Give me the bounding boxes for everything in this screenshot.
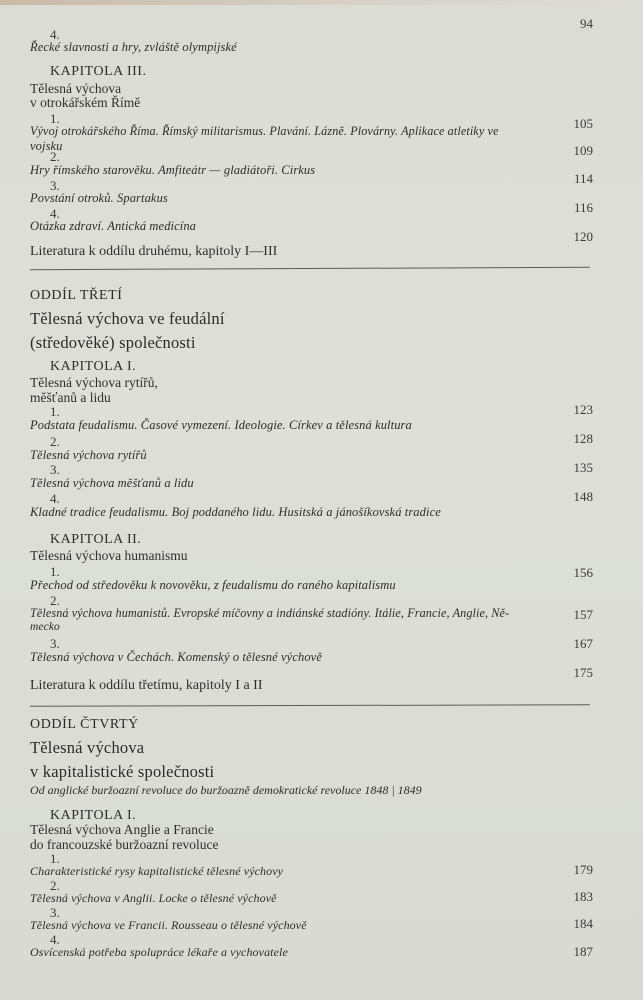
entry-page-number: 179	[573, 862, 593, 877]
entry-title-continuation: vojsku	[30, 139, 63, 153]
chapter-title-line1: Tělesná výchova humanismu	[30, 548, 188, 563]
chapter-label: KAPITOLA I.	[50, 359, 137, 374]
entry-page-number: 116	[573, 200, 593, 215]
entry-page-number: 128	[573, 431, 593, 446]
section-divider	[30, 704, 590, 706]
entry-title: Tělesná výchova humanistů. Evropské míčovny a indiánské stadióny. Itálie, Francie, Anglie, Ně-	[30, 606, 510, 620]
chapter-title-line2: měšťanů a lidu	[30, 390, 111, 405]
entry-page-number: 135	[573, 460, 593, 475]
entry-number: 2.	[50, 593, 60, 608]
entry-page-number: 109	[573, 143, 593, 158]
entry-number: 2.	[50, 434, 60, 449]
entry-title: Povstání otroků. Spartakus	[30, 191, 168, 205]
entry-page-number: 187	[573, 944, 593, 959]
literature-page-number: 120	[573, 229, 593, 244]
chapter-title-line1: Tělesná výchova	[30, 81, 122, 96]
entry-title: Podstata feudalismu. Časové vymezení. Ideologie. Církev a tělesná kultura	[30, 418, 412, 432]
entry-number: 2.	[50, 878, 60, 893]
entry-title: Tělesná výchova v Anglii. Locke o tělesné výchově	[30, 891, 277, 905]
entry-page-number: 167	[573, 636, 593, 651]
literature-entry: Literatura k oddílu třetímu, kapitoly I a II	[30, 678, 263, 693]
entry-page-number: 156	[573, 565, 593, 580]
section-label: ODDÍL TŘETÍ	[30, 288, 123, 303]
literature-entry: Literatura k oddílu druhému, kapitoly I—III	[30, 244, 278, 259]
chapter-title-line2: do francouzské buržoazní revoluce	[30, 837, 219, 852]
entry-number: 4.	[50, 27, 60, 42]
chapter-label: KAPITOLA II.	[50, 532, 142, 547]
literature-page-number: 175	[573, 665, 593, 680]
entry-title: Charakteristické rysy kapitalistické tělesné výchovy	[30, 864, 284, 878]
entry-page-number: 183	[573, 889, 593, 904]
entry-number: 3.	[50, 636, 60, 651]
entry-page-number: 157	[573, 607, 593, 622]
section-subtitle: Od anglické buržoazní revoluce do buržoazně demokratické revoluce 1848 | 1849	[30, 783, 422, 797]
entry-number: 1.	[50, 111, 60, 126]
entry-number: 1.	[50, 851, 60, 866]
entry-page-number: 94	[580, 16, 593, 31]
entry-title: Vývoj otrokářského Říma. Římský militarismus. Plavání. Lázně. Plovárny. Aplikace atletiky ve	[30, 124, 499, 138]
entry-page-number: 148	[573, 489, 593, 504]
chapter-title-line2: v otrokářském Římě	[30, 95, 141, 110]
section-title-line1: Tělesná výchova ve feudální	[30, 309, 225, 328]
entry-title: Tělesná výchova rytířů	[30, 448, 147, 462]
entry-number: 2.	[50, 149, 60, 164]
entry-number: 3.	[50, 905, 60, 920]
section-title-line1: Tělesná výchova	[30, 738, 145, 757]
entry-title: Přechod od středověku k novověku, z feudalismu do raného kapitalismu	[30, 578, 396, 592]
entry-title: Otázka zdraví. Antická medicína	[30, 219, 197, 233]
entry-title: Řecké slavnosti a hry, zvláště olympijské	[30, 40, 237, 54]
chapter-label: KAPITOLA I.	[50, 808, 137, 823]
entry-title: Osvícenská potřeba spolupráce lékaře a vychovatele	[30, 945, 288, 959]
section-divider	[30, 267, 590, 270]
entry-title: Tělesná výchova měšťanů a lidu	[30, 476, 194, 490]
entry-page-number: 105	[573, 116, 593, 131]
entry-title: Tělesná výchova v Čechách. Komenský o tělesné výchově	[30, 650, 322, 664]
entry-number: 3.	[50, 462, 60, 477]
entry-number: 1.	[50, 404, 60, 419]
chapter-title-line1: Tělesná výchova Anglie a Francie	[30, 822, 214, 837]
entry-title: Kladné tradice feudalismu. Boj poddaného lidu. Husitská a jánošíkovská tradice	[30, 505, 441, 519]
chapter-title-line1: Tělesná výchova rytířů,	[30, 375, 158, 390]
entry-number: 3.	[50, 178, 60, 193]
entry-number: 1.	[50, 564, 60, 579]
entry-title: Hry římského starověku. Amfiteátr — gladiátoři. Cirkus	[30, 163, 316, 177]
entry-title-continuation: mecko	[30, 621, 60, 633]
entry-page-number: 114	[573, 171, 593, 186]
entry-number: 4.	[50, 932, 60, 947]
section-title-line2: v kapitalistické společnosti	[30, 762, 215, 781]
entry-page-number: 123	[573, 402, 593, 417]
chapter-label: KAPITOLA III.	[50, 64, 147, 79]
entry-title: Tělesná výchova ve Francii. Rousseau o tělesné výchově	[30, 918, 307, 932]
entry-page-number: 184	[573, 916, 593, 931]
section-title-line2: (středověké) společnosti	[30, 333, 196, 352]
entry-number: 4.	[50, 206, 60, 221]
entry-number: 4.	[50, 491, 60, 506]
section-label: ODDÍL ČTVRTÝ	[30, 717, 139, 732]
